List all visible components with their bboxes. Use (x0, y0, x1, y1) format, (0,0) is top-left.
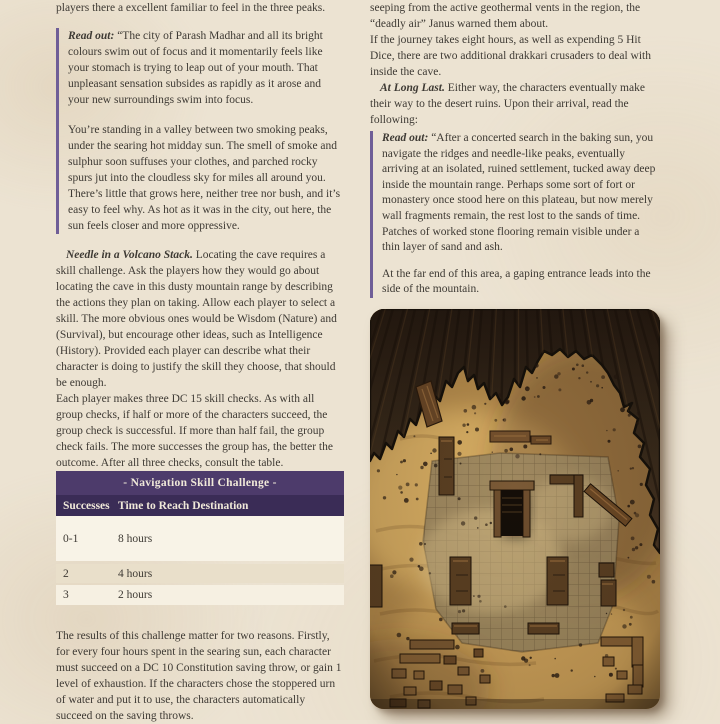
readout-paragraph: Read out: “After a concerted search in the baking sun, you navigate the ridges and needle-like peaks, eventually arriving at an isolated, ruined settlement, tucked away deep inside the mountain range. Perhaps some sort of fort or monastery once stood here on this plateau, but now merely wall fragments remain, the rest lost to the sands of time. Patches of worked stone flooring remain visible under a thin layer of sand and ash. (382, 132, 656, 254)
readout-block-teleport (56, 28, 344, 234)
readout-paragraph: At the far end of this area, a gaping entrance leads into the side of the mountain. (382, 267, 651, 296)
readout-label: Read out: (382, 132, 429, 144)
readout-label: Read out: (68, 30, 115, 42)
journey-paragraph: If the journey takes eight hours, as well as expending 5 Hit Dice, there are two additional drakkari crusaders to deal with inside the cave. (370, 34, 651, 78)
needle-lead: Needle in a Volcano Stack. (66, 249, 193, 261)
at-long-last-lead: At Long Last. (380, 82, 445, 94)
map-vignette (370, 309, 660, 709)
readout-paragraph: Read out: “The city of Parash Madhar and all its bright colours swim out of focus and it momentarily feels like your stomach is trying to leap out of your mouth. That unpleasant sensation subsides as rapidly as it arose and your new surroundings swim into focus. (68, 30, 323, 106)
geothermal-paragraph: seeping from the active geothermal vents in the region, the “deadly air” Janus warned them about. (370, 2, 641, 30)
at-long-last-paragraph: At Long Last. Either way, the characters eventually make their way to the desert ruins. Upon their arrival, read the following: (370, 82, 645, 126)
table-row: 3 2 hours (56, 585, 344, 605)
readout-block-arrival (370, 131, 658, 298)
table-title: - Navigation Skill Challenge - (56, 471, 344, 495)
table-column-header: Time to Reach Destination (118, 499, 249, 512)
desert-ruins-map-image (370, 309, 660, 709)
needle-paragraph: Needle in a Volcano Stack. Locating the cave requires a skill challenge. Ask the players how they would go about locating the cave in this dusty mountain range by describing the actions they plan on taking. Allow each player to select a skill. The more obvious ones would be Wisdom (Nature) and (Survival), but encourage other ideas, such as Intelligence (History). Provided each player can describe what their character is doing to justify the skill they choose, that should be enough. (56, 249, 337, 389)
navigation-skill-challenge-table (56, 471, 344, 605)
table-column-header: Successes (63, 499, 110, 512)
results-paragraph: The results of this challenge matter for two reasons. Firstly, for every four hours spent in the searing sun, each character must succeed on a DC 10 Constitution saving throw, or gain 1 level of exhaustion. If the characters chose the stoppered urn of water and put it to use, the characters automatically succeed on the saving throws. (56, 630, 342, 722)
readout-paragraph: You’re standing in a valley between two smoking peaks, under the searing hot midday sun. The smell of smoke and sulphur soon suffuses your clothes, and parched rocky spurs jut into the cloudless sky for miles all around you. There’s little that grows here, neither tree nor bush, and it’s easy to feel why. As hot as it was in the city, out here, the sun feels closer and more oppressive. (68, 124, 341, 232)
left-column (56, 0, 344, 724)
clipped-top-line: players there a excellent familiar to feel in the three peaks. (56, 2, 326, 14)
table-header-row (56, 495, 344, 516)
table-row: 2 4 hours (56, 564, 344, 583)
table-row: 0-1 8 hours (56, 516, 344, 561)
right-column (370, 0, 658, 709)
group-checks-paragraph: Each player makes three DC 15 skill checks. As with all group checks, if half or more of the characters succeed, the group check is successful. If more than half fail, the group check fails. The more successes the group has, the better the outcome. After all three checks, consult the table. (56, 393, 333, 469)
